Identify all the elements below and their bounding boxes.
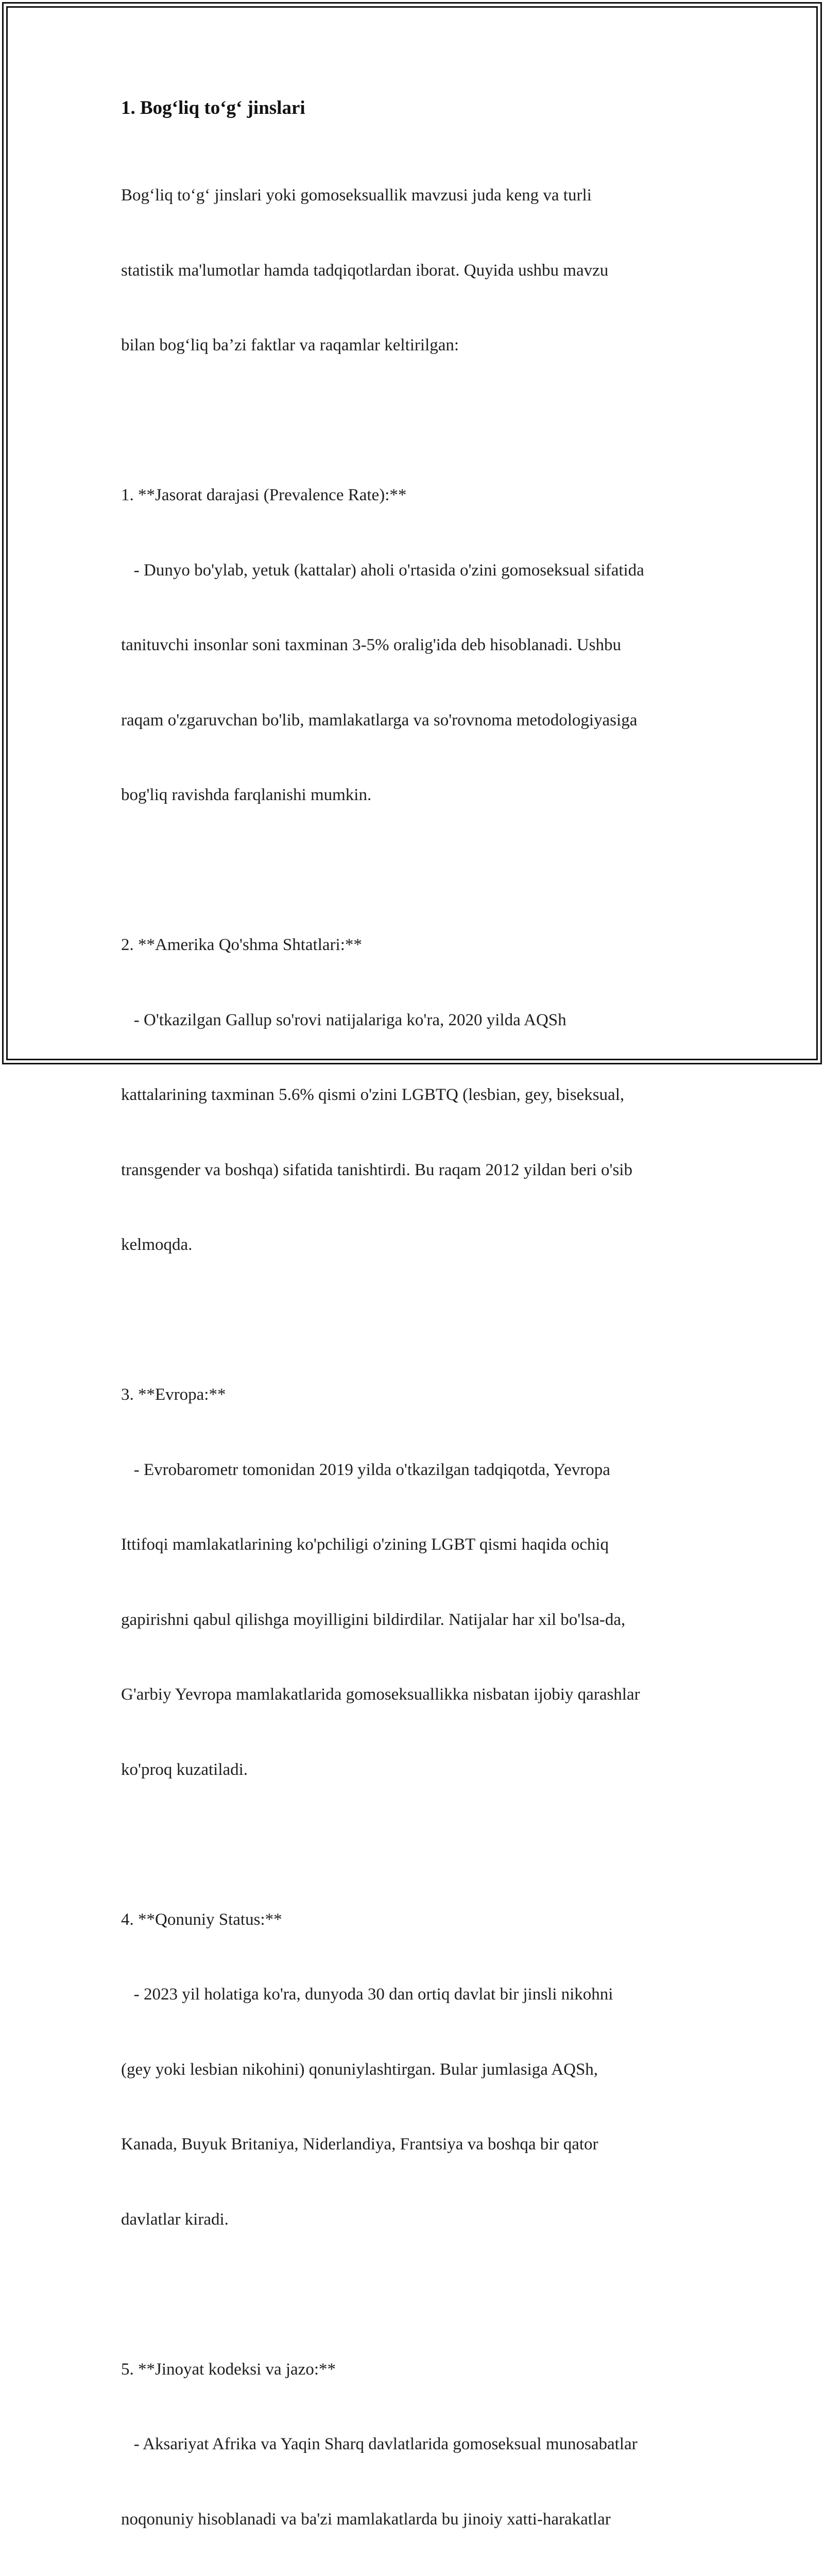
section-line: tanituvchi insonlar soni taxminan 3-5% oralig'ida deb hisoblanadi. Ushbu [121,633,718,658]
section-line: ko'proq kuzatiladi. [121,1757,718,1783]
section-line: davlatlar kiradi. [121,2207,718,2232]
section-line: - O'tkazilgan Gallup so'rovi natijalariga ko'ra, 2020 yilda AQSh [121,1008,718,1033]
section-heading: 3. **Evropa:** [121,1382,718,1408]
intro-line: statistik ma'lumotlar hamda tadqiqotlardan iborat. Quyida ushbu mavzu [121,258,718,283]
section-line: - Evrobarometr tomonidan 2019 yilda o'tkazilgan tadqiqotda, Yevropa [121,1458,718,1483]
section-heading: 5. **Jinoyat kodeksi va jazo:** [121,2357,718,2382]
section-heading: 4. **Qonuniy Status:** [121,1907,718,1933]
section-line: Kanada, Buyuk Britaniya, Niderlandiya, Frantsiya va boshqa bir qator [121,2132,718,2157]
section-line: (gey yoki lesbian nikohini) qonuniylashtirgan. Bular jumlasiga AQSh, [121,2057,718,2082]
section-line: bog'liq ravishda farqlanishi mumkin. [121,783,718,808]
section-line: - 2023 yil holatiga ko'ra, dunyoda 30 dan ortiq davlat bir jinsli nikohni [121,1982,718,2007]
section-line: transgender va boshqa) sifatida tanishtirdi. Bu raqam 2012 yildan beri o'sib [121,1158,718,1183]
document-body [121,96,718,2576]
section-line: - Aksariyat Afrika va Yaqin Sharq davlatlarida gomoseksual munosabatlar [121,2432,718,2457]
section-line: kattalarining taxminan 5.6% qismi o'zini LGBTQ (lesbian, gey, biseksual, [121,1082,718,1108]
intro-line: Bog‘liq to‘g‘ jinslari yoki gomoseksuallik mavzusi juda keng va turli [121,183,718,208]
section-legal-status [121,1857,718,2282]
section-criminal-code [121,2307,718,2576]
section-europe [121,1332,718,1832]
section-prevalence [121,433,718,858]
section-line: noqonuniy hisoblanadi va ba'zi mamlakatlarda bu jinoiy xatti-harakatlar [121,2507,718,2532]
section-heading: 2. **Amerika Qo'shma Shtatlari:** [121,933,718,958]
section-line: kelmoqda. [121,1232,718,1258]
section-heading: 1. **Jasorat darajasi (Prevalence Rate):** [121,483,718,508]
intro-paragraph [121,133,718,408]
section-line: G'arbiy Yevropa mamlakatlarida gomoseksuallikka nisbatan ijobiy qarashlar [121,1682,718,1707]
section-line: - Dunyo bo'ylab, yetuk (kattalar) aholi o'rtasida o'zini gomoseksual sifatida [121,558,718,583]
page-title: 1. Bog‘liq to‘g‘ jinslari [121,96,718,121]
intro-line: bilan bog‘liq ba’zi faktlar va raqamlar keltirilgan: [121,333,718,358]
section-usa [121,883,718,1308]
section-line: Ittifoqi mamlakatlarining ko'pchiligi o'zining LGBT qismi haqida ochiq [121,1532,718,1557]
section-line: gapirishni qabul qilishga moyilligini bildirdilar. Natijalar har xil bo'lsa-da, [121,1607,718,1633]
section-line: raqam o'zgaruvchan bo'lib, mamlakatlarga va so'rovnoma metodologiyasiga [121,708,718,733]
